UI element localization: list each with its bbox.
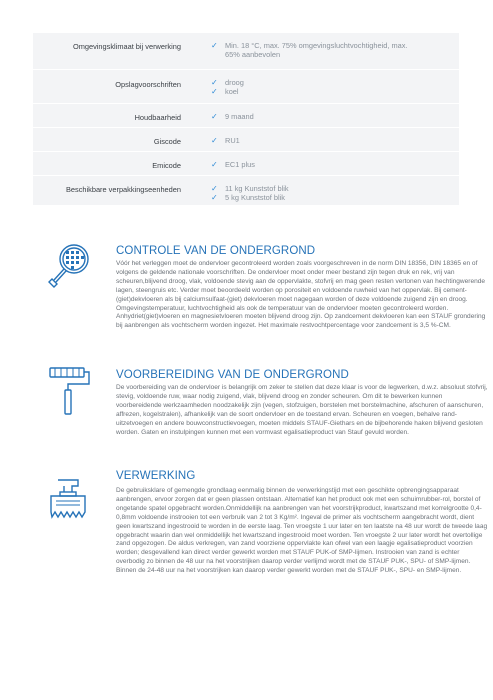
check-icon: ✓ — [211, 41, 218, 50]
spec-label: Giscode — [153, 137, 181, 146]
spec-label: Omgevingsklimaat bij verwerking — [72, 42, 181, 51]
section-body: De voorbereiding van de ondervloer is belangrijk om zeker te stellen dat deze klaar is voor de legwerken, d.w.z. absoluut stofvrij, stevig, voldoende ruw, waar nodig zuigend, vlak, blijvend droog en zonder scheuren. Om dit te bewerken kunnen voorbereidende werkzaamheden noodzakelijk zijn (vegen, stofzuigen, borstelen met borstelmachine, afschuren of aanschuren, affrezen, kogelstralen), afhankelijk van de soort ondervloer en de toestand ervan. Scheuren en voegen, behalve rand-uitzetvoegen en andere bouwconstructievoegen, moeten middels STAUF-Giethars en de bijbehorende haken blijvend gesloten worden. Gaten en instulpingen kunnen met een vormvast egalisatieproduct van Stauf gevuld worden. — [116, 384, 488, 436]
check-icon: ✓ — [211, 136, 218, 145]
spec-row — [33, 127, 459, 151]
spec-row — [33, 175, 459, 205]
check-icon: ✓ — [211, 78, 218, 87]
spec-value: ✓ EC1 plus — [211, 160, 255, 169]
section-body: Vóór het verleggen moet de ondervloer gecontroleerd worden zoals voorgeschreven in de norm DIN 18356, DIN 18365 en of volgens de geldende nationale voorschriften. De ondervloer moet onder meer bestand zijn tegen druk en rek, vrij van scheuren,blijvend droog, vlak, voldoende stevig aan de oppervlakte, stofvrij en mag geen resten vertonen van hechtingwerende lagen, steengruis etc. Verder moet beoordeeld worden op porositeit en voldoende ruwheid van het oppervlak. Bij cement-(giet)dekvloeren als bij calciumsulfaat-(giet) dekvloeren moet nagegaan worden of deze voldoende zuigend zijn en droog. Omgevingstemperatuur, luchtvochtigheid als ook de temperatuur van de ondervloer moeten gecontroleerd worden. Anhydriet(giet)vloeren en magnesietvloeren moeten blijvend droog zijn. Op zandcement dekvloeren kan een STAUF grondering bij aanbrengen als vochtscherm worden ingezet. Het maximale restvochtpercentage voor zandcement is 3,5 %-CM. — [116, 260, 486, 330]
spec-value: ✓ 11 kg Kunststof blik — [211, 184, 289, 193]
notched-trowel-icon — [46, 476, 94, 524]
check-icon: ✓ — [211, 193, 218, 202]
check-icon: ✓ — [211, 184, 218, 193]
spec-value: ✓ Min. 18 °C, max. 75% omgevingsluchtvochtigheid, max. 65% aanbevolen — [211, 41, 408, 59]
section-title: VOORBEREIDING VAN DE ONDERGROND — [116, 369, 349, 381]
magnifier-grid-icon — [46, 240, 94, 288]
spec-label: Opslagvoorschriften — [115, 80, 181, 89]
check-icon: ✓ — [211, 112, 218, 121]
check-icon: ✓ — [211, 160, 218, 169]
spec-row — [33, 103, 459, 127]
spec-row — [33, 33, 459, 69]
spec-label: Houdbaarheid — [134, 113, 181, 122]
spec-row — [33, 151, 459, 175]
spec-label: Emicode — [152, 161, 181, 170]
section-body: De gebruiksklare of gemengde grondlaag eenmalig binnen de verwerkingstijd met een geschikte opbrengingsapparaat aanbrengen, ervoor zorgen dat er geen plassen ontstaan. Alternatief kan het product ook met een schuimrubber-rol, borstel of ongetande spatel opgebracht worden.Onmiddellijk na aanbrengen van het voorstrijkproduct, kwartszand met korrelgrootte 0,4-0,8mm voldoende instrooien tot een verbruik van 2 tot 3 Kg/m². Ingeval de primer als vochtscherm aangebracht wordt, dient geen kwartszand ingestrooid te worden in de eerste laag. Ten vroegste 1 uur later en ten laatste na 48 uur wordt de tweede laag opgebracht waarin dan wel onmiddellijk het kwartszand ingestrooid moet worden. Ten vroegste 2 uur later wordt het overtollige zand opgezogen. De aldus verkregen, van zand voorziene oppervlakte kan ofwel van een laagje egalisatieproduct voorzien worden; desgevallend kan direct verder gewerkt worden met STAUF PUK-of SMP-lijmen. Instrooien van zand is echter overbodig zo binnen de 48 uur na het voorstrijken daarop verder verlijmd wordt met de STAUF PUK-, SPU- of SMP-lijmen. Binnen de 24-48 uur na het voorstrijken kan daarop verder gewerkt worden met de STAUF PUK-, SPU- en SMP-lijmen. — [116, 487, 488, 575]
spec-value: ✓ 9 maand — [211, 112, 254, 121]
section-title: VERWERKING — [116, 470, 196, 482]
paint-roller-icon — [46, 365, 94, 417]
spec-value: ✓ droog — [211, 78, 244, 87]
spec-value: ✓ koel — [211, 87, 239, 96]
section-voorbereiding — [46, 365, 488, 465]
specifications-table — [33, 33, 459, 205]
spec-value: ✓ RU1 — [211, 136, 240, 145]
spec-label: Beschikbare verpakkingseenheden — [65, 185, 181, 194]
spec-row — [33, 69, 459, 103]
section-title: CONTROLE VAN DE ONDERGROND — [116, 245, 316, 257]
section-controle — [46, 236, 486, 356]
check-icon: ✓ — [211, 87, 218, 96]
section-verwerking — [46, 470, 488, 630]
spec-value: ✓ 5 kg Kunststof blik — [211, 193, 285, 202]
